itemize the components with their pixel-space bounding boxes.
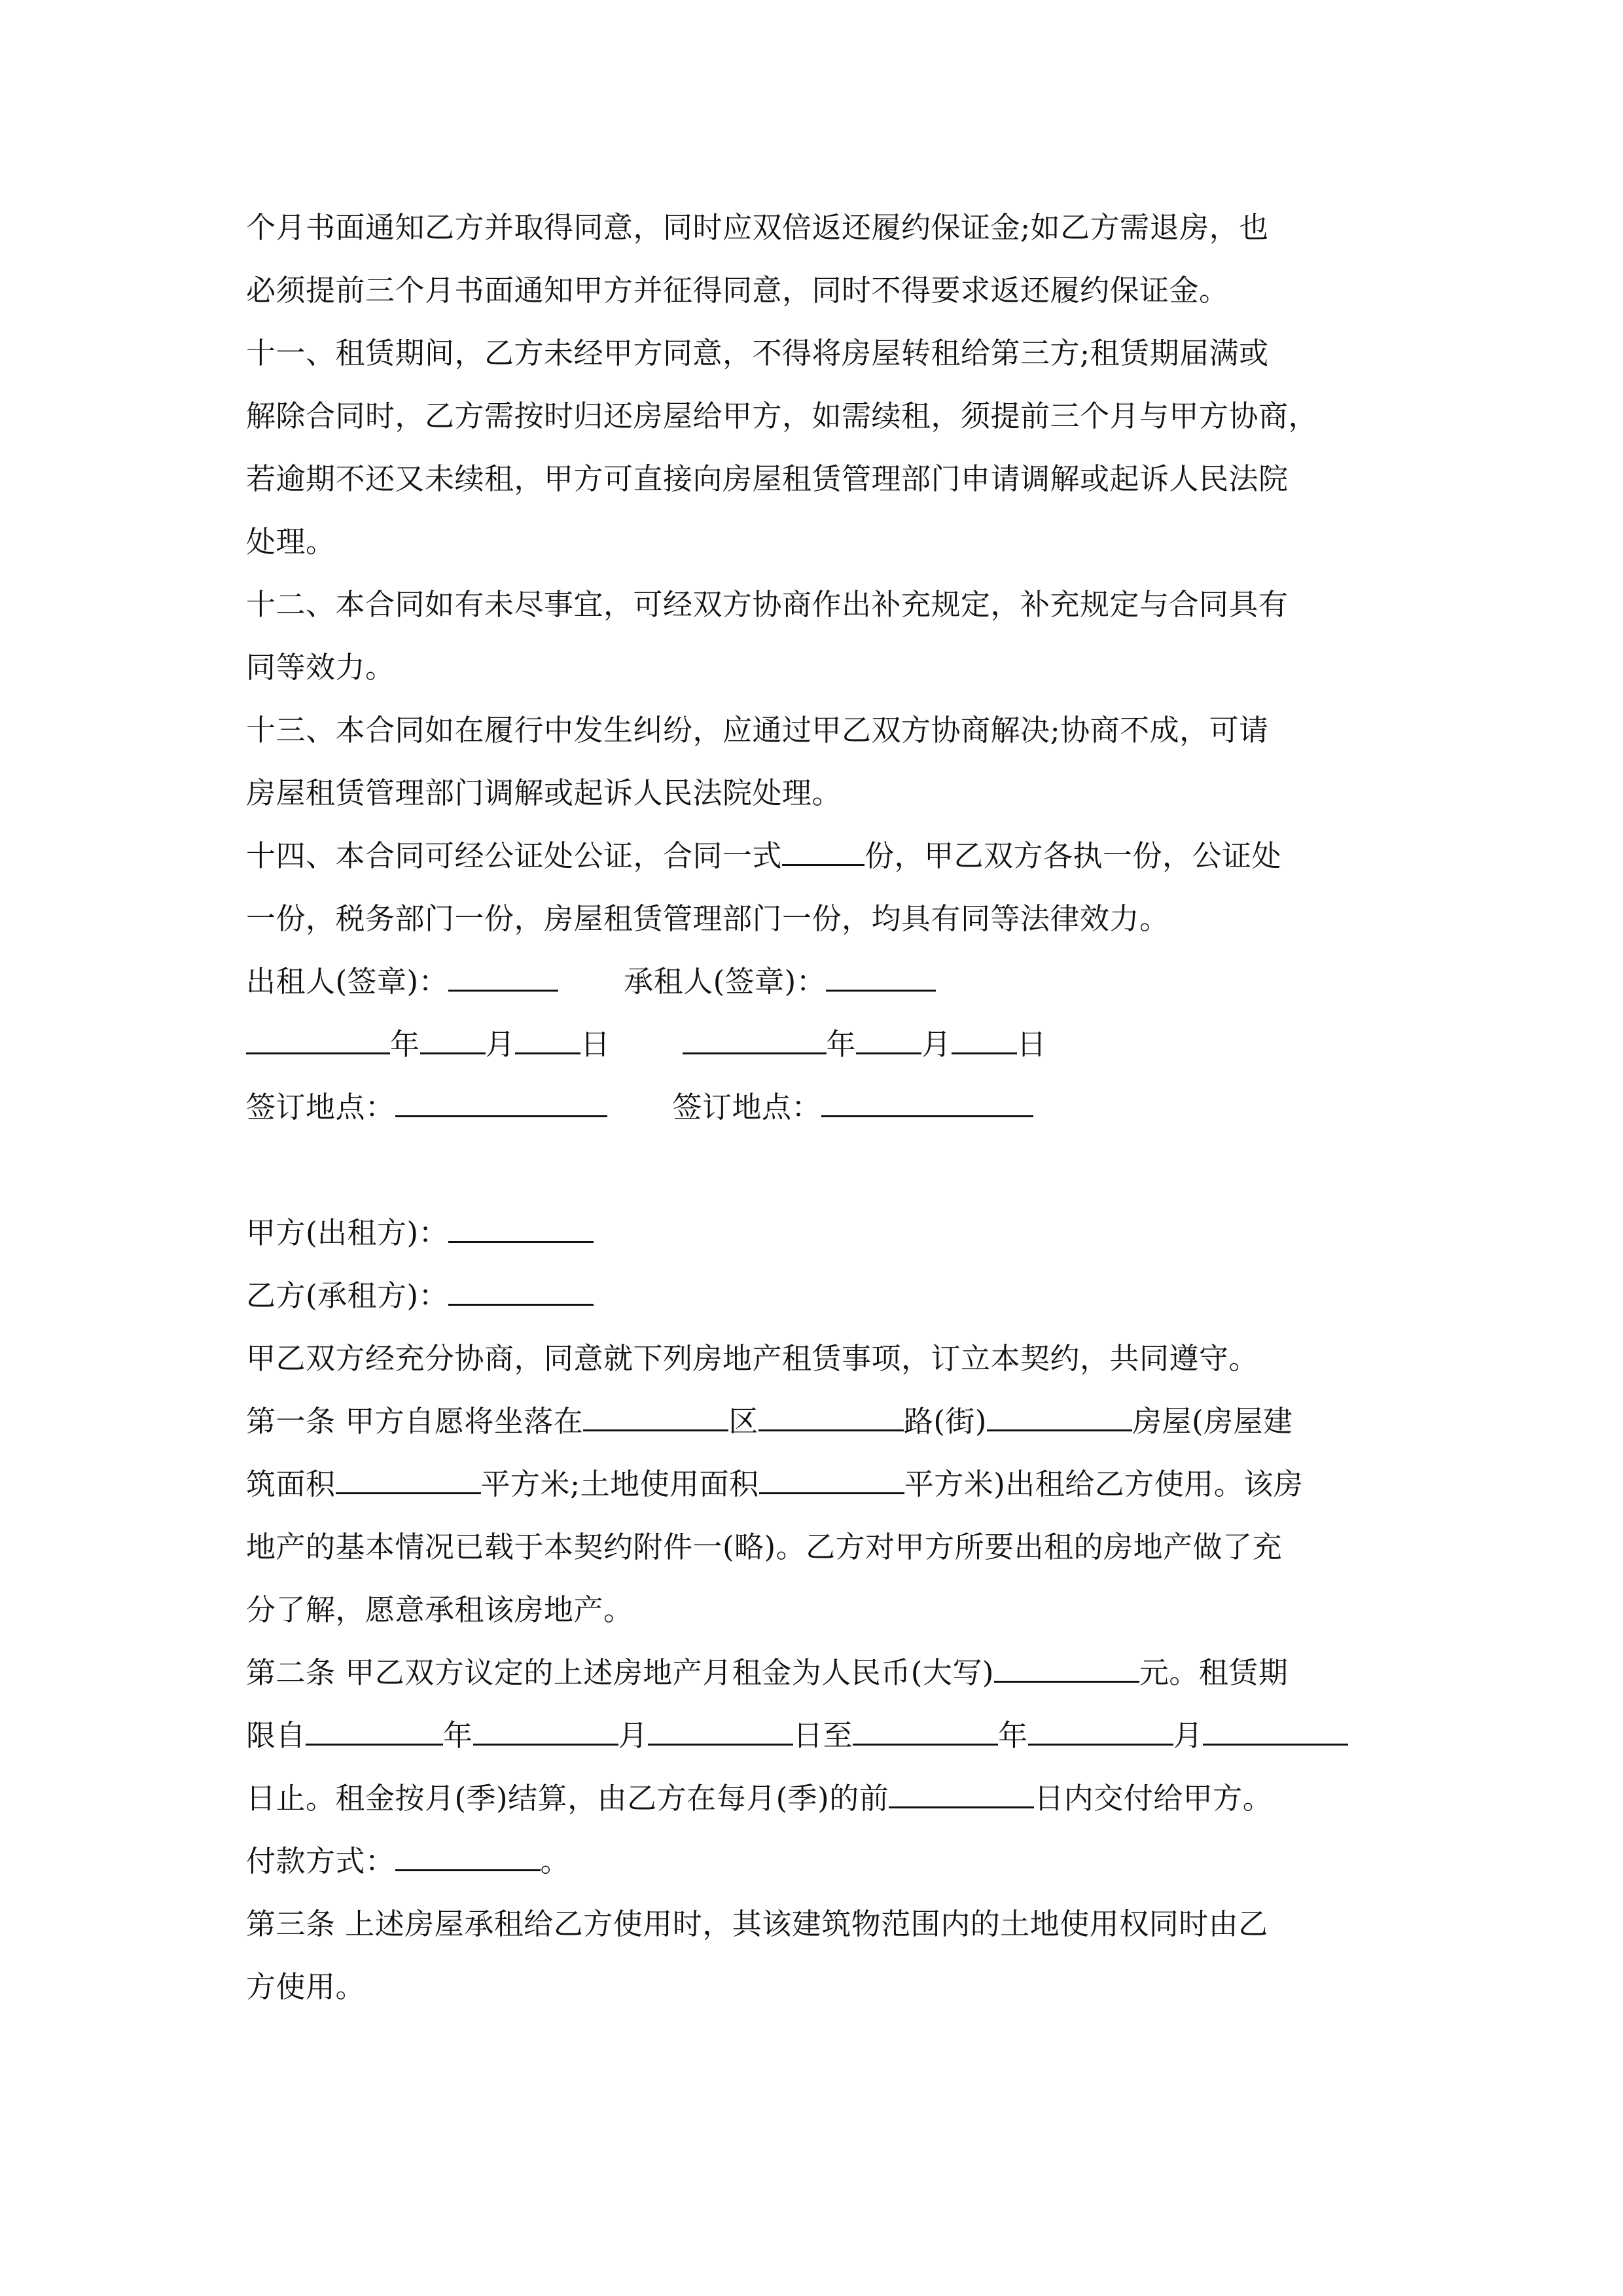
end-day-blank[interactable] — [1203, 1715, 1348, 1746]
district-blank[interactable] — [583, 1401, 728, 1431]
lessee-label: 承租人(签章)： — [624, 964, 827, 999]
lessor-label: 出租人(签章)： — [246, 964, 449, 999]
start-day-blank[interactable] — [648, 1715, 793, 1746]
intro-line: 甲乙双方经充分协商，同意就下列房地产租赁事项，订立本契约，共同遵守。 — [246, 1341, 1259, 1376]
party-b-blank[interactable] — [448, 1275, 594, 1306]
clause-14-line: 十四、本合同可经公证处公证，合同一式 份，甲乙双方各执一份，公证处 — [246, 825, 1385, 888]
text-line: 一份，税务部门一份，房屋租赁管理部门一份，均具有同等法律效力。 — [246, 901, 1169, 936]
lessee-month-blank[interactable] — [856, 1024, 921, 1054]
lessee-place-blank[interactable] — [821, 1086, 1033, 1117]
clause-11-line: 十一、租赁期间，乙方未经甲方同意，不得将房屋转租给第三方;租赁期届满或 — [246, 336, 1269, 370]
lessee-day-blank[interactable] — [952, 1024, 1017, 1054]
text-line: 日止。租金按月(季)结算，由乙方在每月(季)的前 日内交付给甲方。 — [246, 1767, 1385, 1830]
text-line: 解除合同时，乙方需按时归还房屋给甲方，如需续租，须提前三个月与甲方协商， — [246, 399, 1319, 433]
copies-blank[interactable] — [782, 835, 865, 866]
lessor-month-blank[interactable] — [420, 1024, 486, 1054]
lessee-year-blank[interactable] — [683, 1024, 827, 1054]
start-year-blank[interactable] — [306, 1715, 443, 1746]
text-line: 处理。 — [246, 524, 336, 559]
text-line: 方使用。 — [246, 1969, 366, 2004]
lessee-signature-blank[interactable] — [826, 961, 936, 992]
house-blank[interactable] — [987, 1401, 1132, 1431]
text-line: 地产的基本情况已载于本契约附件一(略)。乙方对甲方所要出租的房地产做了充 — [246, 1530, 1283, 1564]
signature-row — [246, 950, 1385, 1013]
end-month-blank[interactable] — [1028, 1715, 1173, 1746]
text-line: 筑面积 平方米;土地使用面积 平方米)出租给乙方使用。该房 — [246, 1453, 1385, 1516]
article-1-line: 第一条 甲方自愿将坐落在 区 路(街) 房屋(房屋建 — [246, 1390, 1385, 1453]
payment-method-blank[interactable] — [395, 1840, 541, 1871]
road-blank[interactable] — [758, 1401, 904, 1431]
land-area-blank[interactable] — [759, 1463, 904, 1494]
start-month-blank[interactable] — [473, 1715, 618, 1746]
rent-amount-blank[interactable] — [994, 1652, 1139, 1683]
text-line: 若逾期不还又未续租，甲方可直接向房屋租赁管理部门申请调解或起诉人民法院 — [246, 461, 1289, 496]
party-b-row: 乙方(承租方)： — [246, 1265, 1385, 1327]
text-line: 房屋租赁管理部门调解或起诉人民法院处理。 — [246, 776, 842, 810]
building-area-blank[interactable] — [336, 1463, 481, 1494]
clause-12-line: 十二、本合同如有未尽事宜，可经双方协商作出补充规定，补充规定与合同具有 — [246, 587, 1289, 622]
text-line: 必须提前三个月书面通知甲方并征得同意，同时不得要求返还履约保证金。 — [246, 273, 1229, 308]
text-line: 个月书面通知乙方并取得同意，同时应双倍返还履约保证金;如乙方需退房，也 — [246, 210, 1269, 245]
lessor-day-blank[interactable] — [515, 1024, 580, 1054]
party-a-blank[interactable] — [448, 1212, 594, 1243]
lessor-signature-blank[interactable] — [448, 961, 558, 992]
clause-13-line: 十三、本合同如在履行中发生纠纷，应通过甲乙双方协商解决;协商不成，可请 — [246, 713, 1269, 747]
date-row: 年 月 日 年 月 日 — [246, 1013, 1385, 1076]
lessor-year-blank[interactable] — [246, 1024, 390, 1054]
document-page — [246, 196, 1385, 2018]
section-gap — [246, 1139, 1385, 1202]
text-line: 同等效力。 — [246, 650, 395, 685]
text-line: 限自 年 月 日至 年 月 — [246, 1704, 1385, 1767]
lessor-place-blank[interactable] — [395, 1086, 607, 1117]
payment-days-blank[interactable] — [889, 1778, 1034, 1808]
place-row: 签订地点： 签订地点： — [246, 1076, 1385, 1139]
payment-method-row: 付款方式： 。 — [246, 1830, 1385, 1893]
party-a-row: 甲方(出租方)： — [246, 1202, 1385, 1265]
text-line: 分了解，愿意承租该房地产。 — [246, 1592, 633, 1627]
article-2-line: 第二条 甲乙双方议定的上述房地产月租金为人民币(大写) 元。租赁期 — [246, 1641, 1385, 1704]
article-3-line: 第三条 上述房屋承租给乙方使用时，其该建筑物范围内的土地使用权同时由乙 — [246, 1907, 1268, 1941]
end-year-blank[interactable] — [853, 1715, 998, 1746]
